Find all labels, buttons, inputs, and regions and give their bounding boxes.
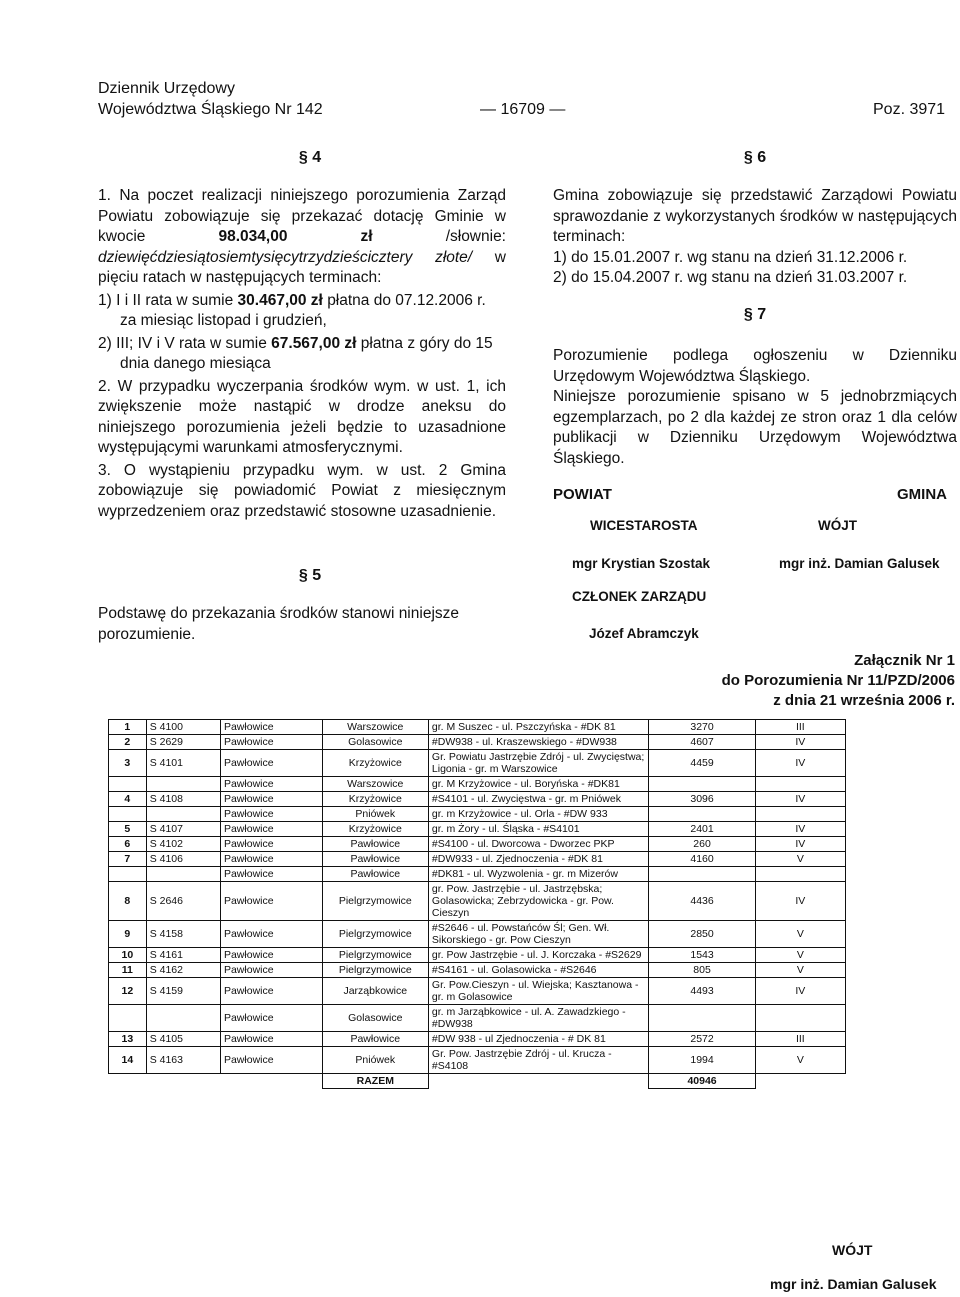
row-number-cell [109, 867, 147, 882]
section-7-text-1: Porozumienie podlega ogłoszeniu w Dzienniku Urzędowym Województwa Śląskiego. [553, 347, 957, 385]
road-length-cell: 2850 [649, 921, 755, 948]
position-number: Poz. 3971 [873, 101, 946, 118]
locality-cell: Pielgrzymowice [322, 963, 428, 978]
road-length-cell: 1543 [649, 948, 755, 963]
row-number-cell: 1 [109, 720, 147, 735]
row-number-cell: 10 [109, 948, 147, 963]
section-6-heading: § 6 [743, 149, 767, 166]
locality-cell: Pawłowice [322, 837, 428, 852]
table-row [109, 750, 846, 777]
row-number-cell [109, 807, 147, 822]
section-4-item-2: 2) III; IV i V rata w sumie 67.567,00 zł płatna z góry do 15 dnia danego miesiąca [98, 334, 493, 372]
row-number-cell: 5 [109, 822, 147, 837]
commune-cell: Pawłowice [220, 882, 322, 921]
section-4-body [98, 186, 506, 522]
road-length-cell: 4607 [649, 735, 755, 750]
road-number-cell [146, 807, 220, 822]
road-class-cell: III [755, 1032, 845, 1047]
road-description-cell: gr. m Krzyżowice - ul. Orla - #DW 933 [428, 807, 649, 822]
journal-title [98, 78, 323, 120]
road-class-cell: IV [755, 750, 845, 777]
road-length-cell: 805 [649, 963, 755, 978]
road-schedule-table [108, 719, 846, 1089]
road-description-cell: #DW933 - ul. Zjednoczenia - #DK 81 [428, 852, 649, 867]
locality-cell: Krzyżowice [322, 822, 428, 837]
table-row [109, 867, 846, 882]
locality-cell: Krzyżowice [322, 750, 428, 777]
road-class-cell: V [755, 921, 845, 948]
road-length-cell: 4459 [649, 750, 755, 777]
row-number-cell: 8 [109, 882, 147, 921]
commune-cell: Pawłowice [220, 963, 322, 978]
row-number-cell: 2 [109, 735, 147, 750]
section-4-heading: § 4 [298, 149, 322, 166]
locality-cell: Pielgrzymowice [322, 921, 428, 948]
locality-cell: Warszowice [322, 720, 428, 735]
road-number-cell: S 4102 [146, 837, 220, 852]
commune-cell: Pawłowice [220, 867, 322, 882]
locality-cell: Pielgrzymowice [322, 882, 428, 921]
table-row [109, 735, 846, 750]
locality-cell: Pawłowice [322, 867, 428, 882]
road-class-cell: IV [755, 882, 845, 921]
table-row [109, 963, 846, 978]
commune-cell: Pawłowice [220, 792, 322, 807]
road-description-cell: Gr. Pow.Cieszyn - ul. Wiejska; Kasztanowa - gr. m Golasowice [428, 978, 649, 1005]
table-row [109, 882, 846, 921]
section-7-body [553, 346, 957, 469]
road-number-cell [146, 1005, 220, 1032]
attachment-line-1: Załącznik Nr 1 [854, 652, 955, 669]
section-4-paragraph-1: 1. Na poczet realizacji niniejszego porozumienia Zarząd Powiatu zobowiązuje się przekazać dotację Gminie w kwocie 98.034,00 zł /słownie: dziewięćdziesiątosiemtysięcytrzydzieścicztery złote/ w pięciu ratach w następujących terminach: [98, 187, 506, 286]
row-number-cell [109, 777, 147, 792]
row-number-cell: 11 [109, 963, 147, 978]
road-class-cell: V [755, 963, 845, 978]
row-number-cell [109, 1005, 147, 1032]
locality-cell: Golasowice [322, 735, 428, 750]
commune-cell: Pawłowice [220, 978, 322, 1005]
road-length-cell: 3096 [649, 792, 755, 807]
road-length-cell: 4493 [649, 978, 755, 1005]
road-description-cell: #DW 938 - ul Zjednoczenia - # DK 81 [428, 1032, 649, 1047]
road-description-cell: #S2646 - ul. Powstańców Śl; Gen. Wł. Sikorskiego - gr. Pow Cieszyn [428, 921, 649, 948]
total-spacer [428, 1074, 649, 1089]
table-row [109, 1047, 846, 1074]
road-number-cell: S 2646 [146, 882, 220, 921]
road-class-cell: V [755, 948, 845, 963]
row-number-cell: 3 [109, 750, 147, 777]
road-number-cell: S 4163 [146, 1047, 220, 1074]
commune-cell: Pawłowice [220, 735, 322, 750]
commune-cell: Pawłowice [220, 1047, 322, 1074]
road-number-cell: S 4107 [146, 822, 220, 837]
table-row [109, 978, 846, 1005]
table-total-row [109, 1074, 846, 1089]
locality-cell: Warszowice [322, 777, 428, 792]
total-label: RAZEM [322, 1074, 428, 1089]
section-6-item-2: 2) do 15.04.2007 r. wg stanu na dzień 31.03.2007 r. [553, 269, 908, 286]
road-description-cell: gr. M Suszec - ul. Pszczyńska - #DK 81 [428, 720, 649, 735]
road-length-cell: 3270 [649, 720, 755, 735]
road-number-cell: S 4161 [146, 948, 220, 963]
signature-gmina: GMINA [897, 486, 947, 503]
table-row [109, 1032, 846, 1047]
road-length-cell [649, 807, 755, 822]
row-number-cell: 9 [109, 921, 147, 948]
road-class-cell: V [755, 852, 845, 867]
road-number-cell: S 4101 [146, 750, 220, 777]
journal-line-1: Dziennik Urzędowy [98, 80, 235, 97]
signature-galusek: mgr inż. Damian Galusek [779, 556, 940, 571]
commune-cell: Pawłowice [220, 1032, 322, 1047]
road-class-cell [755, 1005, 845, 1032]
road-length-cell: 2401 [649, 822, 755, 837]
road-class-cell: IV [755, 792, 845, 807]
commune-cell: Pawłowice [220, 750, 322, 777]
commune-cell: Pawłowice [220, 921, 322, 948]
table-row [109, 822, 846, 837]
signature-czlonek-zarzadu: CZŁONEK ZARZĄDU [572, 589, 707, 604]
section-4-paragraph-2: 2. W przypadku wyczerpania środków wym. w ust. 1, ich zwiększenie może nastąpić w drodze aneksu do niniejszego porozumienia jeżeli będzie to uzasadnione występującymi warunkami atmosferycznymi. [98, 377, 506, 456]
road-length-cell [649, 867, 755, 882]
road-description-cell: #S4100 - ul. Dworcowa - Dworzec PKP [428, 837, 649, 852]
road-number-cell: S 4106 [146, 852, 220, 867]
total-spacer [755, 1074, 845, 1089]
section-7-heading: § 7 [743, 306, 767, 323]
section-4-item-1: 1) I i II rata w sumie 30.467,00 zł płatna do 07.12.2006 r. za miesiąc listopad i grudzień, [98, 291, 486, 329]
locality-cell: Pawłowice [322, 852, 428, 867]
table-row [109, 837, 846, 852]
road-class-cell [755, 867, 845, 882]
page-number: — 16709 — [480, 101, 566, 118]
signature-powiat: POWIAT [553, 486, 612, 503]
bottom-signature-wojt: WÓJT [832, 1242, 873, 1258]
total-spacer [109, 1074, 323, 1089]
road-number-cell: S 4108 [146, 792, 220, 807]
section-6-text: Gmina zobowiązuje się przedstawić Zarządowi Powiatu sprawozdanie z wykorzystanych środków w następujących terminach: [553, 187, 957, 245]
road-length-cell: 1994 [649, 1047, 755, 1074]
table-row [109, 792, 846, 807]
commune-cell: Pawłowice [220, 777, 322, 792]
commune-cell: Pawłowice [220, 852, 322, 867]
road-description-cell: gr. M Krzyżowice - ul. Boryńska - #DK81 [428, 777, 649, 792]
section-6-item-1: 1) do 15.01.2007 r. wg stanu na dzień 31.12.2006 r. [553, 248, 908, 266]
table-row [109, 777, 846, 792]
locality-cell: Krzyżowice [322, 792, 428, 807]
road-description-cell: Gr. Powiatu Jastrzębie Zdrój - ul. Zwycięstwa; Ligonia - gr. m Warszowice [428, 750, 649, 777]
road-description-cell: #S4101 - ul. Zwycięstwa - gr. m Pniówek [428, 792, 649, 807]
road-description-cell: #DW938 - ul. Kraszewskiego - #DW938 [428, 735, 649, 750]
locality-cell: Jarząbkowice [322, 978, 428, 1005]
table-row [109, 852, 846, 867]
road-number-cell: S 4105 [146, 1032, 220, 1047]
signature-abramczyk: Józef Abramczyk [589, 626, 699, 641]
road-class-cell: III [755, 720, 845, 735]
road-class-cell [755, 807, 845, 822]
road-number-cell: S 4159 [146, 978, 220, 1005]
road-description-cell: #DK81 - ul. Wyzwolenia - gr. m Mizerów [428, 867, 649, 882]
row-number-cell: 13 [109, 1032, 147, 1047]
table-row [109, 807, 846, 822]
row-number-cell: 14 [109, 1047, 147, 1074]
section-7-text-2: Niniejsze porozumienie spisano w 5 jednobrzmiących egzemplarzach, po 2 dla każdej ze stron oraz 1 dla celów publikacji w Dzienniku Urzędowym Województwa Śląskiego. [553, 388, 957, 467]
signature-szostak: mgr Krystian Szostak [572, 556, 711, 571]
road-class-cell: IV [755, 978, 845, 1005]
bottom-signature-galusek: mgr inż. Damian Galusek [770, 1276, 937, 1292]
road-length-cell: 2572 [649, 1032, 755, 1047]
section-5-heading: § 5 [298, 567, 322, 584]
row-number-cell: 6 [109, 837, 147, 852]
table-row [109, 948, 846, 963]
road-class-cell: IV [755, 822, 845, 837]
road-class-cell: IV [755, 837, 845, 852]
locality-cell: Pniówek [322, 1047, 428, 1074]
table-row [109, 720, 846, 735]
row-number-cell: 4 [109, 792, 147, 807]
section-6-body [553, 186, 957, 289]
road-number-cell [146, 867, 220, 882]
road-description-cell: gr. Pow Jastrzębie - ul. J. Korczaka - #S2629 [428, 948, 649, 963]
signature-wojt: WÓJT [818, 518, 857, 533]
road-length-cell: 4436 [649, 882, 755, 921]
road-class-cell: IV [755, 735, 845, 750]
locality-cell: Pniówek [322, 807, 428, 822]
table-row [109, 921, 846, 948]
attachment-heading [722, 651, 955, 711]
attachment-line-2: do Porozumienia Nr 11/PZD/2006 [721, 672, 955, 689]
road-description-cell: gr. Pow. Jastrzębie - ul. Jastrzębska; Golasowicka; Zebrzydowicka - gr. Pow. Cieszyn [428, 882, 649, 921]
section-5-text: Podstawę do przekazania środków stanowi niniejsze porozumienie. [98, 605, 460, 643]
journal-line-2: Województwa Śląskiego Nr 142 [98, 101, 323, 118]
road-description-cell: Gr. Pow. Jastrzębie Zdrój - ul. Krucza - #S4108 [428, 1047, 649, 1074]
locality-cell: Pawłowice [322, 1032, 428, 1047]
road-description-cell: gr. m Żory - ul. Śląska - #S4101 [428, 822, 649, 837]
commune-cell: Pawłowice [220, 837, 322, 852]
commune-cell: Pawłowice [220, 1005, 322, 1032]
locality-cell: Pielgrzymowice [322, 948, 428, 963]
road-length-cell [649, 1005, 755, 1032]
road-length-cell: 260 [649, 837, 755, 852]
road-number-cell [146, 777, 220, 792]
attachment-line-3: z dnia 21 września 2006 r. [773, 692, 955, 709]
row-number-cell: 12 [109, 978, 147, 1005]
locality-cell: Golasowice [322, 1005, 428, 1032]
table-row [109, 1005, 846, 1032]
road-length-cell: 4160 [649, 852, 755, 867]
commune-cell: Pawłowice [220, 948, 322, 963]
road-class-cell [755, 777, 845, 792]
total-value: 40946 [649, 1074, 755, 1089]
commune-cell: Pawłowice [220, 822, 322, 837]
road-number-cell: S 4162 [146, 963, 220, 978]
road-schedule-body [109, 720, 846, 1089]
commune-cell: Pawłowice [220, 807, 322, 822]
road-number-cell: S 4100 [146, 720, 220, 735]
commune-cell: Pawłowice [220, 720, 322, 735]
road-length-cell [649, 777, 755, 792]
road-class-cell: V [755, 1047, 845, 1074]
section-4-paragraph-3: 3. O wystąpieniu przypadku wym. w ust. 2 Gmina zobowiązuje się powiadomić Powiat z miesięcznym wyprzedzeniem oraz przedstawić stosowne uzasadnienie. [98, 461, 506, 520]
row-number-cell: 7 [109, 852, 147, 867]
road-description-cell: gr. m Jarząbkowice - ul. A. Zawadzkiego - #DW938 [428, 1005, 649, 1032]
road-number-cell: S 4158 [146, 921, 220, 948]
road-description-cell: #S4161 - ul. Golasowicka - #S2646 [428, 963, 649, 978]
signature-wicestarosta: WICESTAROSTA [590, 518, 698, 533]
road-number-cell: S 2629 [146, 735, 220, 750]
